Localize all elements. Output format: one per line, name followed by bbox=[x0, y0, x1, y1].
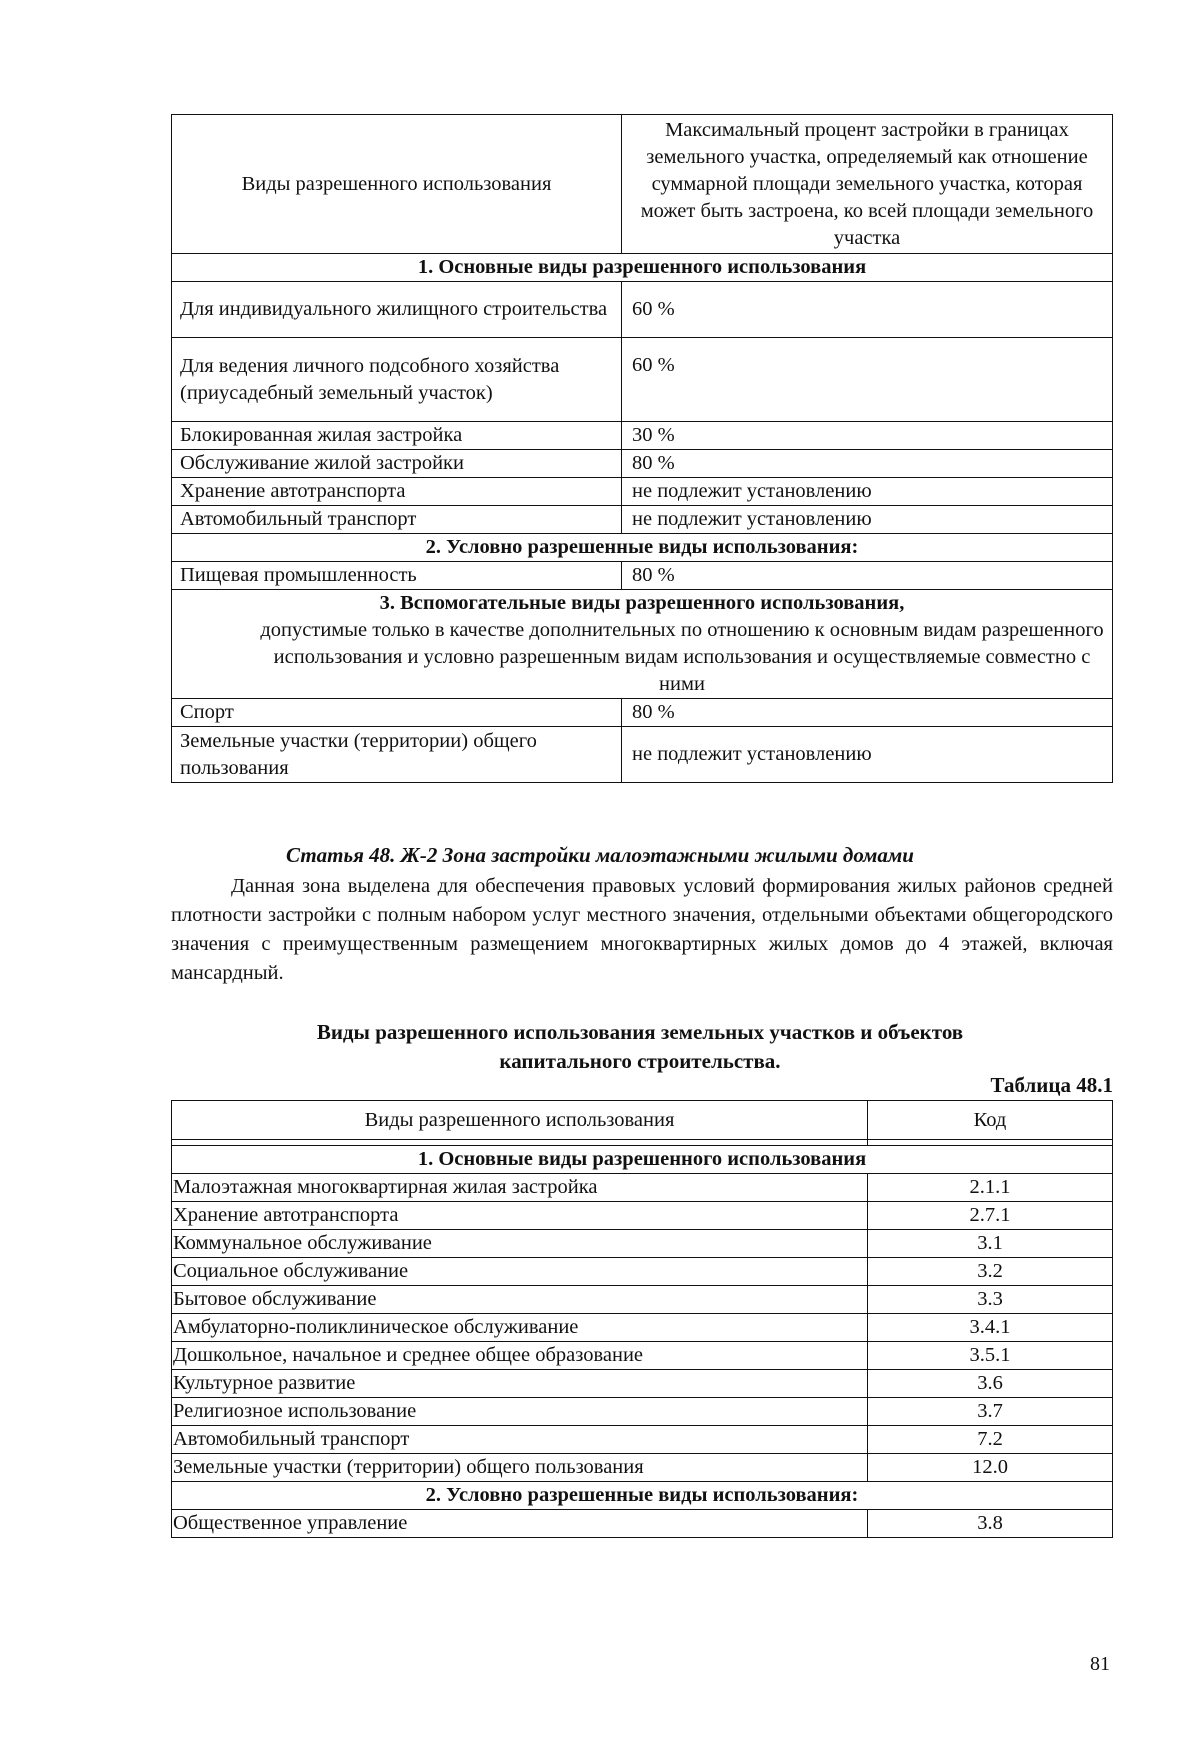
table-row-name: Обслуживание жилой застройки bbox=[172, 450, 622, 478]
header-use-type: Виды разрешенного использования bbox=[172, 115, 622, 254]
table-row-name: Бытовое обслуживание bbox=[172, 1286, 868, 1314]
table-row-name: Земельные участки (территории) общего пользования bbox=[172, 727, 622, 783]
table-row-name: Для индивидуального жилищного строительства bbox=[172, 282, 622, 338]
table-row-code: 2.1.1 bbox=[868, 1174, 1113, 1202]
table-row-code: 3.7 bbox=[868, 1398, 1113, 1426]
table-row-code: 3.3 bbox=[868, 1286, 1113, 1314]
table-row-name: Земельные участки (территории) общего пользования bbox=[172, 1454, 868, 1482]
table-row-code: 3.4.1 bbox=[868, 1314, 1113, 1342]
regulation-table bbox=[171, 114, 1113, 783]
table-row-name: Хранение автотранспорта bbox=[172, 1202, 868, 1230]
section-title: 2. Условно разрешенные виды использования: bbox=[172, 534, 1113, 562]
page-number: 81 bbox=[1090, 1653, 1110, 1675]
table-row-name: Религиозное использование bbox=[172, 1398, 868, 1426]
table-row-code: 2.7.1 bbox=[868, 1202, 1113, 1230]
section-title: 1. Основные виды разрешенного использования bbox=[172, 1146, 1113, 1174]
table-row-value: 60 % bbox=[622, 282, 1113, 338]
article-paragraph: Данная зона выделена для обеспечения правовых условий формирования жилых районов средней плотности застройки с полным набором услуг местного значения, отдельными объектами общегородского значения с преимущественным размещением многоквартирных жилых домов до 4 этажей, включая мансардный. bbox=[171, 875, 1113, 984]
table-row-code: 12.0 bbox=[868, 1454, 1113, 1482]
table-row-value: 80 % bbox=[622, 699, 1113, 727]
table-row-name: Культурное развитие bbox=[172, 1370, 868, 1398]
table-row-value: 60 % bbox=[622, 338, 1113, 422]
header-code: Код bbox=[868, 1101, 1113, 1140]
table-row-code: 3.2 bbox=[868, 1258, 1113, 1286]
table-row-value: не подлежит установлению bbox=[622, 478, 1113, 506]
table-row-code: 3.8 bbox=[868, 1510, 1113, 1538]
section-title: 2. Условно разрешенные виды использования: bbox=[172, 1482, 1113, 1510]
table-row-value: не подлежит установлению bbox=[622, 506, 1113, 534]
table-label: Таблица 48.1 bbox=[990, 1073, 1113, 1097]
table-row-code: 7.2 bbox=[868, 1426, 1113, 1454]
article-title: Статья 48. Ж-2 Зона застройки малоэтажными жилыми домами bbox=[286, 843, 914, 867]
header-use-type: Виды разрешенного использования bbox=[172, 1101, 868, 1140]
table-row-code: 3.5.1 bbox=[868, 1342, 1113, 1370]
section-title bbox=[172, 590, 1113, 699]
table-row-name: Коммунальное обслуживание bbox=[172, 1230, 868, 1258]
table-row-name: Социальное обслуживание bbox=[172, 1258, 868, 1286]
table-row-name: Автомобильный транспорт bbox=[172, 506, 622, 534]
table-row-name: Пищевая промышленность bbox=[172, 562, 622, 590]
table-row-name: Малоэтажная многоквартирная жилая застройка bbox=[172, 1174, 868, 1202]
table-row-code: 3.1 bbox=[868, 1230, 1113, 1258]
table-row-code: 3.6 bbox=[868, 1370, 1113, 1398]
table-row-name: Для ведения личного подсобного хозяйства (приусадебный земельный участок) bbox=[172, 338, 622, 422]
table-row-name: Амбулаторно-поликлиническое обслуживание bbox=[172, 1314, 868, 1342]
table-row-name: Дошкольное, начальное и среднее общее образование bbox=[172, 1342, 868, 1370]
section-subtitle: допустимые только в качестве дополнительных по отношению к основным видам разрешенного использования и условно разрешенным видам использования и осуществляемые совместно с ними bbox=[260, 619, 1104, 695]
table-row-name: Блокированная жилая застройка bbox=[172, 422, 622, 450]
table-row-name: Общественное управление bbox=[172, 1510, 868, 1538]
table-row-name: Хранение автотранспорта bbox=[172, 478, 622, 506]
header-max-percent: Максимальный процент застройки в границах земельного участка, определяемый как отношение суммарной площади земельного участка, которая может быть застроена, ко всей площади земельного участка bbox=[622, 115, 1113, 254]
table-row-name: Спорт bbox=[172, 699, 622, 727]
section-title-text: 3. Вспомогательные виды разрешенного использования, bbox=[379, 592, 905, 614]
table-caption: Виды разрешенного использования земельных участков и объектов капитального строительства. bbox=[316, 1020, 964, 1073]
table-row-value: 30 % bbox=[622, 422, 1113, 450]
table-row-name: Автомобильный транспорт bbox=[172, 1426, 868, 1454]
section-title: 1. Основные виды разрешенного использования bbox=[172, 254, 1113, 282]
codes-table bbox=[171, 1100, 1113, 1538]
table-row-value: 80 % bbox=[622, 562, 1113, 590]
table-row-value: не подлежит установлению bbox=[622, 727, 1113, 783]
table-row-value: 80 % bbox=[622, 450, 1113, 478]
